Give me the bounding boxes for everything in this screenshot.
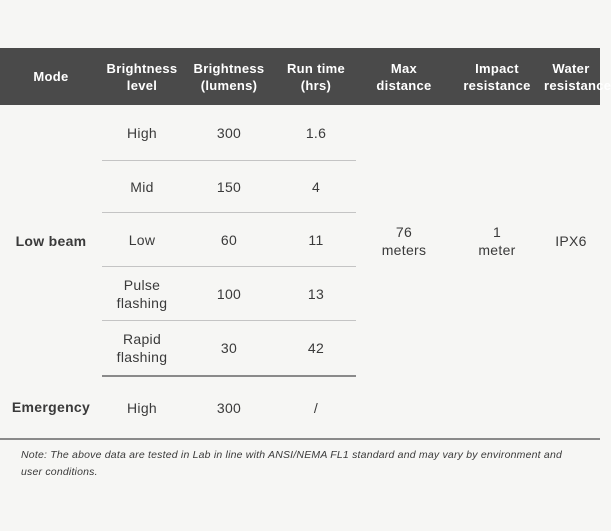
empty-cell: [356, 376, 452, 439]
brightness-lumens: 100: [182, 267, 276, 321]
brightness-level: Rapid flashing: [102, 321, 182, 377]
header-mode: Mode: [0, 48, 102, 105]
header-run-time: Run time (hrs): [276, 48, 356, 105]
impact-resistance: 1 meter: [478, 223, 516, 258]
brightness-lumens: 300: [182, 376, 276, 439]
run-time: 13: [276, 267, 356, 321]
brightness-level: High: [102, 105, 182, 161]
brightness-level: Mid: [102, 161, 182, 213]
empty-cell: [452, 376, 542, 439]
table-row: [0, 105, 600, 161]
spec-table: [0, 48, 611, 440]
empty-cell: [542, 376, 600, 439]
run-time: 1.6: [276, 105, 356, 161]
header-max-distance: Max distance: [356, 48, 452, 105]
brightness-lumens: 60: [182, 213, 276, 267]
run-time: 11: [276, 213, 356, 267]
header-row: [0, 48, 600, 105]
mode-low-beam: Low beam: [15, 232, 87, 249]
brightness-lumens: 150: [182, 161, 276, 213]
run-time: 42: [276, 321, 356, 377]
brightness-level: High: [102, 376, 182, 439]
header-brightness-lumens: Brightness (lumens): [182, 48, 276, 105]
table-row: [0, 376, 600, 439]
water-resistance: IPX6: [555, 232, 587, 249]
brightness-level: Low: [102, 213, 182, 267]
header-impact-resistance: Impact resistance: [452, 48, 542, 105]
brightness-lumens: 30: [182, 321, 276, 377]
header-water-resistance: Water resistance: [542, 48, 600, 105]
footnote: Note: The above data are tested in Lab in line with ANSI/NEMA FL1 standard and may vary by environment and user conditions.: [21, 449, 563, 478]
run-time: 4: [276, 161, 356, 213]
max-distance: 76 meters: [381, 223, 427, 258]
brightness-lumens: 300: [182, 105, 276, 161]
mode-emergency: Emergency: [0, 376, 102, 439]
brightness-level: Pulse flashing: [102, 267, 182, 321]
header-brightness-level: Brightness level: [102, 48, 182, 105]
run-time: /: [276, 376, 356, 439]
